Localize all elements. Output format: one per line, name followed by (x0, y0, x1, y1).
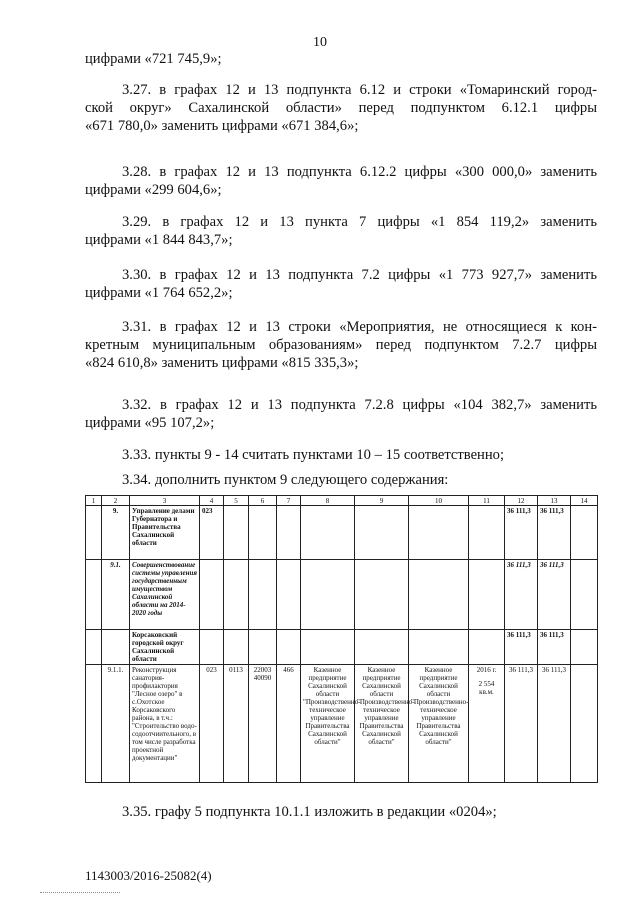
table-cell: Казенное предприятие Сахалинской области "Производственно-техническое управление Правительства Сахалинской области" (301, 665, 355, 783)
text-line: ской округ» Сахалинской области» перед подпунктом 6.12.1 цифры (85, 100, 597, 116)
table-cell: 36 111,3 (505, 630, 538, 665)
paragraph (85, 81, 597, 135)
text-line: кретным муниципальным образованиям» перед подпунктом 7.2.7 цифры (85, 337, 597, 353)
table-cell: 36 111,3 (538, 506, 571, 560)
text-line: цифрами «1 764 652,2»; (85, 285, 233, 301)
table-header-cell: 11 (469, 496, 505, 506)
table-cell (200, 630, 224, 665)
table-cell: Реконструкция санатория-профилактория "Лесное озеро" в с.Охотское Корсаковского района, в т.ч.: "Строительство водо-содоотчиительного, в том числе разработка проектной документации" (130, 665, 200, 783)
paragraph (85, 163, 597, 199)
table-cell (469, 560, 505, 630)
table-cell: 9.1.1. (102, 665, 130, 783)
text-line: цифрами «721 745,9»; (85, 51, 222, 67)
table-row (86, 506, 598, 560)
table-cell (469, 665, 505, 783)
table-cell (277, 630, 301, 665)
table-cell: 36 111,3 (538, 630, 571, 665)
table-cell: 0113 (224, 665, 249, 783)
text-line: 3.31. в графах 12 и 13 строки «Мероприятия, не относящиеся к кон- (122, 319, 597, 335)
table-header-cell: 14 (571, 496, 598, 506)
table-cell (200, 560, 224, 630)
table-cell: 36 111,3 (505, 506, 538, 560)
table-cell (301, 630, 355, 665)
table-header-cell: 9 (355, 496, 409, 506)
table-cell (249, 630, 277, 665)
table-cell (409, 630, 469, 665)
data-table (85, 495, 598, 783)
table-cell (277, 560, 301, 630)
table-cell (86, 665, 102, 783)
table-cell (571, 560, 598, 630)
page-number: 10 (313, 35, 327, 50)
paragraph (85, 471, 597, 489)
paragraph (85, 446, 597, 464)
cell-line: кв.м. (479, 688, 494, 696)
table-header-cell: 4 (200, 496, 224, 506)
table-cell (224, 506, 249, 560)
table-cell (102, 630, 130, 665)
table-row (86, 630, 598, 665)
paragraph (85, 396, 597, 432)
table-cell (571, 665, 598, 783)
text-line: цифрами «1 844 843,7»; (85, 232, 233, 248)
table-cell (277, 506, 301, 560)
paragraph (85, 803, 597, 821)
scan-artifact (40, 892, 120, 895)
table-header-cell: 5 (224, 496, 249, 506)
table-header-cell: 12 (505, 496, 538, 506)
table-header-row (86, 496, 598, 506)
table-cell (224, 560, 249, 630)
table-cell (355, 506, 409, 560)
text-line: 3.28. в графах 12 и 13 подпункта 6.12.2 цифры «300 000,0» заменить (122, 164, 597, 180)
text-line: 3.30. в графах 12 и 13 подпункта 7.2 цифры «1 773 927,7» заменить (122, 267, 597, 283)
table-header-cell: 2 (102, 496, 130, 506)
table-cell (469, 630, 505, 665)
table-row (86, 665, 598, 783)
text-line: 3.35. графу 5 подпункта 10.1.1 изложить в редакции «0204»; (122, 804, 497, 820)
cell-line: 2 554 (478, 680, 495, 688)
text-line: 3.32. в графах 12 и 13 подпункта 7.2.8 цифры «104 382,7» заменить (122, 397, 597, 413)
table-cell (355, 560, 409, 630)
table-cell (355, 630, 409, 665)
paragraph (85, 318, 597, 372)
table-cell: 36 111,3 (538, 665, 571, 783)
table-cell (86, 630, 102, 665)
table-cell: 023 (200, 506, 224, 560)
table-cell (301, 506, 355, 560)
table-header-cell: 6 (249, 496, 277, 506)
table-cell: Казенное предприятие Сахалинской области "Производственно-техническое управление Правительства Сахалинской области" (409, 665, 469, 783)
table-cell: Казенное предприятие Сахалинской области "Производственно-техническое управление Правительства Сахалинской области" (355, 665, 409, 783)
table-cell (86, 506, 102, 560)
table-cell: 023 (200, 665, 224, 783)
table-header-cell: 1 (86, 496, 102, 506)
table-cell (301, 560, 355, 630)
table-cell (249, 506, 277, 560)
table-cell (571, 630, 598, 665)
table-header-cell: 10 (409, 496, 469, 506)
table-cell (469, 506, 505, 560)
table-header-cell: 7 (277, 496, 301, 506)
table-cell (86, 560, 102, 630)
text-line: 3.27. в графах 12 и 13 подпункта 6.12 и строки «Томаринский город- (122, 82, 597, 98)
table-cell: 36 111,3 (538, 560, 571, 630)
table-cell: 9. (102, 506, 130, 560)
text-line: 3.34. дополнить пунктом 9 следующего содержания: (122, 472, 449, 488)
text-line: 3.29. в графах 12 и 13 пункта 7 цифры «1 854 119,2» заменить (122, 214, 597, 230)
text-line: 3.33. пункты 9 - 14 считать пунктами 10 – 15 соответственно; (122, 447, 505, 463)
text-line: цифрами «95 107,2»; (85, 415, 215, 431)
table-header-cell: 13 (538, 496, 571, 506)
paragraph (85, 50, 597, 68)
table-cell: 36 111,3 (505, 665, 538, 783)
table-cell: 9.1. (102, 560, 130, 630)
table-cell: 466 (277, 665, 301, 783)
text-line: «824 610,8» заменить цифрами «815 335,3»; (85, 355, 359, 371)
table-cell: Совершенствование системы управления государственным имуществом Сахалинской области на 2014-2020 годы (130, 560, 200, 630)
table-cell (224, 630, 249, 665)
table-header-cell: 3 (130, 496, 200, 506)
paragraph (85, 213, 597, 249)
text-line: «671 780,0» заменить цифрами «671 384,6»; (85, 118, 359, 134)
table-cell: Управление делами Губернатора и Правительства Сахалинской области (130, 506, 200, 560)
table-cell (409, 506, 469, 560)
document-id: 1143003/2016-25082(4) (85, 868, 212, 883)
table-header-cell: 8 (301, 496, 355, 506)
cell-line: 2016 г. (476, 666, 497, 674)
text-line: цифрами «299 604,6»; (85, 182, 222, 198)
table-cell: Корсаковский городской округ Сахалинской области (130, 630, 200, 665)
table-cell: 36 111,3 (505, 560, 538, 630)
table-row (86, 560, 598, 630)
paragraph (85, 266, 597, 302)
table-cell (571, 506, 598, 560)
table-cell: 22003 40090 (249, 665, 277, 783)
table-cell (249, 560, 277, 630)
table-cell (409, 560, 469, 630)
